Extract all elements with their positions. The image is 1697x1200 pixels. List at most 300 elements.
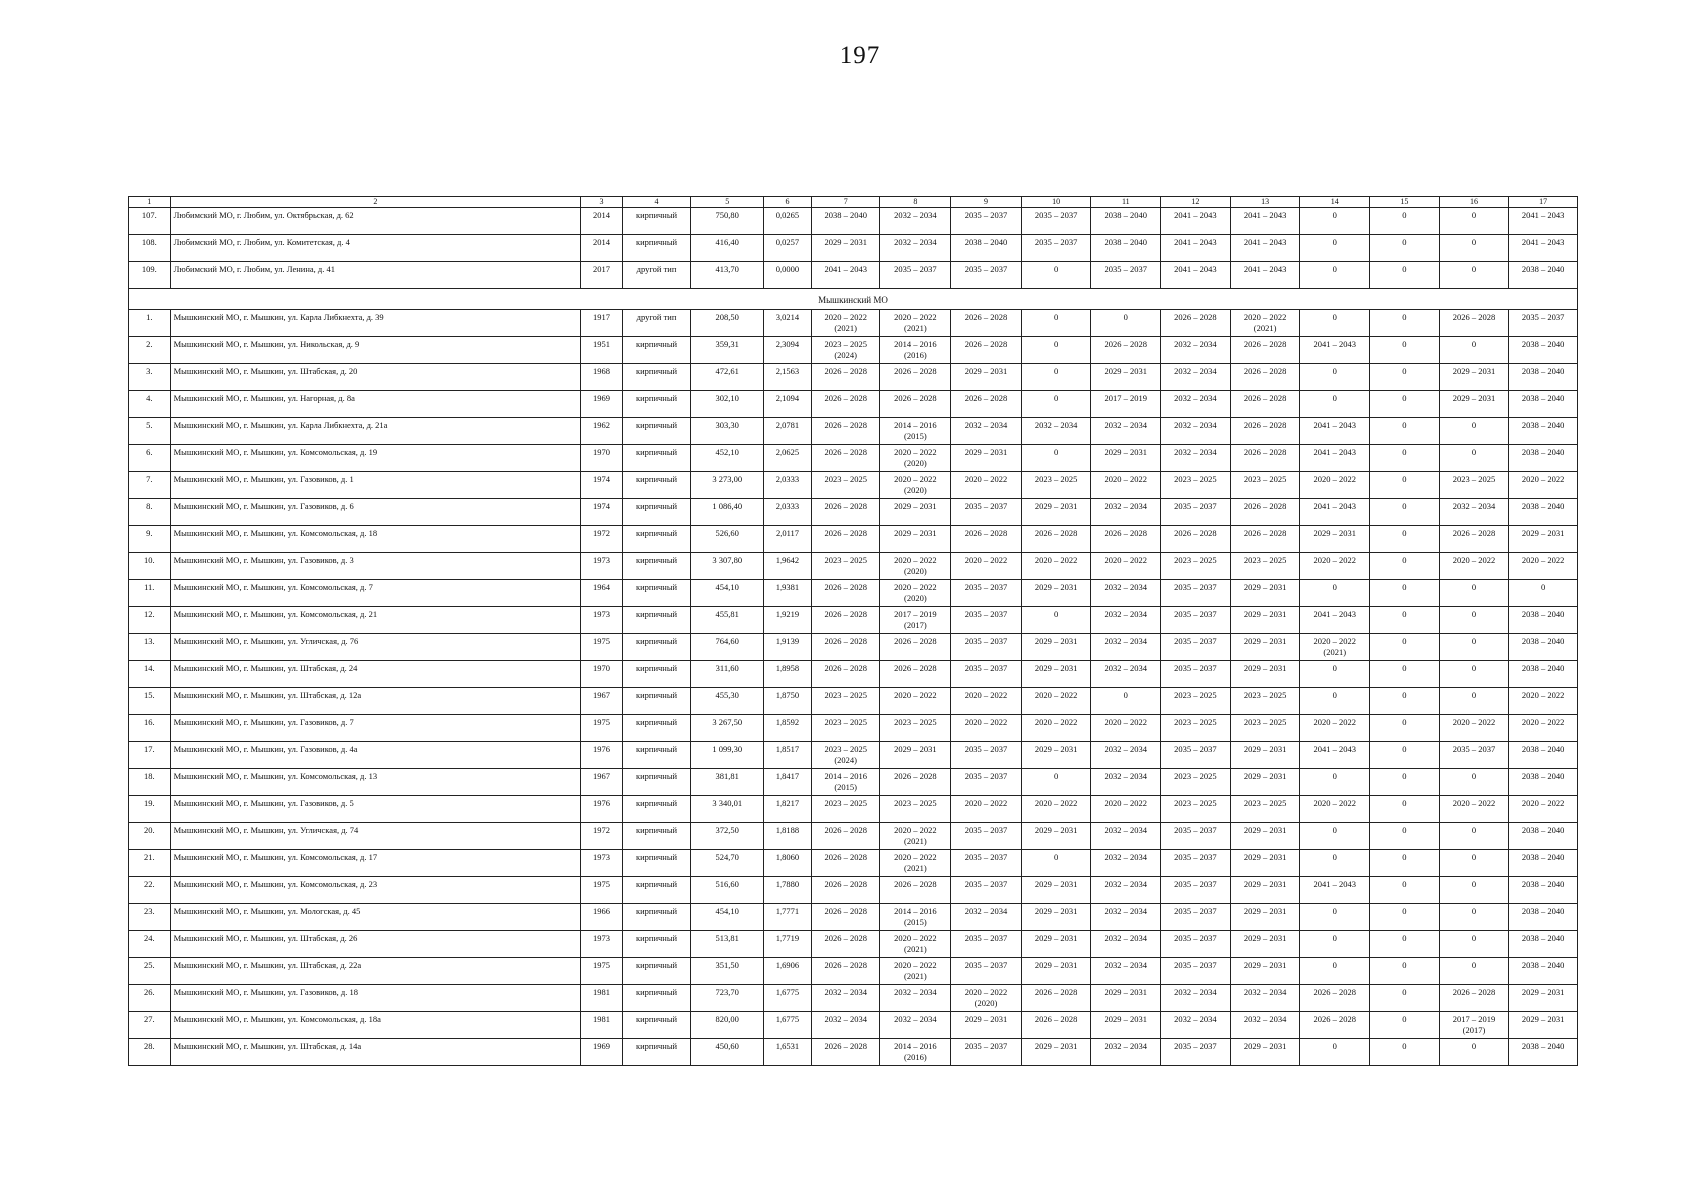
table-cell: 0: [1370, 472, 1440, 499]
table-cell: 2023 – 2025: [1230, 715, 1300, 742]
table-cell: 2041 – 2043: [1300, 742, 1370, 769]
table-cell: 2023 – 2025: [880, 796, 951, 823]
table-cell: 0: [1370, 877, 1440, 904]
table-cell: 2032 – 2034: [1161, 364, 1231, 391]
table-cell: 526,60: [691, 526, 764, 553]
table-cell: 2038 – 2040: [1509, 904, 1578, 931]
table-cell: 0: [1300, 1039, 1370, 1066]
address-cell: Мышкинский МО, г. Мышкин, ул. Газовиков, д. 18: [170, 985, 581, 1012]
cell-period: 2020 – 2022: [894, 825, 937, 835]
table-cell: 3 307,80: [691, 553, 764, 580]
table-cell: кирпичный: [622, 391, 691, 418]
table-cell: 0,0000: [764, 262, 812, 289]
table-cell: 2029 – 2031: [1021, 1039, 1091, 1066]
table-row: [129, 904, 1578, 931]
table-cell: 1951: [581, 337, 623, 364]
cell-year: (2021): [903, 971, 927, 981]
table-cell: 2029 – 2031: [1439, 391, 1509, 418]
table-cell: кирпичный: [622, 661, 691, 688]
table-cell: 2020 – 2022: [1091, 796, 1161, 823]
table-cell: 2029 – 2031: [1021, 661, 1091, 688]
table-cell: 2032 – 2034: [1091, 931, 1161, 958]
table-cell: 2035 – 2037: [951, 607, 1022, 634]
table-row: [129, 445, 1578, 472]
table-cell: [880, 931, 951, 958]
table-cell: 351,50: [691, 958, 764, 985]
table-cell: 302,10: [691, 391, 764, 418]
cell-period: 2023 – 2025: [824, 744, 867, 754]
table-cell: кирпичный: [622, 715, 691, 742]
address-cell: Мышкинский МО, г. Мышкин, ул. Никольская, д. 9: [170, 337, 581, 364]
table-cell: 108.: [129, 235, 171, 262]
table-cell: 1969: [581, 391, 623, 418]
table-cell: 1,9139: [764, 634, 812, 661]
table-cell: 2026 – 2028: [1300, 1012, 1370, 1039]
table-cell: [811, 310, 880, 337]
table-cell: 0: [1439, 337, 1509, 364]
table-cell: 2020 – 2022: [1439, 715, 1509, 742]
table-cell: 0: [1370, 445, 1440, 472]
table-cell: 2032 – 2034: [1161, 985, 1231, 1012]
table-cell: кирпичный: [622, 904, 691, 931]
table-cell: 109.: [129, 262, 171, 289]
table-cell: кирпичный: [622, 877, 691, 904]
table-cell: 2038 – 2040: [1509, 364, 1578, 391]
table-cell: 2026 – 2028: [1230, 337, 1300, 364]
table-cell: 0: [1370, 418, 1440, 445]
table-cell: 2038 – 2040: [1509, 958, 1578, 985]
column-number-1: 1: [129, 197, 171, 208]
cell-year: (2021): [903, 944, 927, 954]
table-cell: 0,0265: [764, 208, 812, 235]
table-cell: 2029 – 2031: [1021, 742, 1091, 769]
table-cell: кирпичный: [622, 796, 691, 823]
table-cell: 2,1094: [764, 391, 812, 418]
table-cell: 2026 – 2028: [1300, 985, 1370, 1012]
table-cell: 2038 – 2040: [1509, 418, 1578, 445]
table-cell: 2026 – 2028: [1230, 364, 1300, 391]
cell-period: 2014 – 2016: [894, 339, 937, 349]
table-cell: 0: [1300, 931, 1370, 958]
cell-period: 2020 – 2022: [894, 582, 937, 592]
cell-year: (2016): [903, 1052, 927, 1062]
table-cell: [880, 337, 951, 364]
table-cell: кирпичный: [622, 769, 691, 796]
table-cell: 2041 – 2043: [1300, 418, 1370, 445]
table-cell: 2032 – 2034: [951, 904, 1022, 931]
cell-year: (2024): [834, 350, 858, 360]
table-cell: [1230, 310, 1300, 337]
table-cell: 3 273,00: [691, 472, 764, 499]
table-cell: 2038 – 2040: [951, 235, 1022, 262]
table-cell: 0: [1091, 688, 1161, 715]
table-cell: 2035 – 2037: [1161, 931, 1231, 958]
table-cell: 2026 – 2028: [811, 850, 880, 877]
table-cell: 2029 – 2031: [1021, 634, 1091, 661]
table-cell: 2035 – 2037: [1161, 742, 1231, 769]
table-cell: 0: [1300, 208, 1370, 235]
table-cell: 2020 – 2022: [1091, 553, 1161, 580]
table-cell: 2014: [581, 235, 623, 262]
cell-year: (2020): [903, 566, 927, 576]
table-cell: 0: [1300, 262, 1370, 289]
table-cell: 0: [1370, 1012, 1440, 1039]
table-row: [129, 1039, 1578, 1066]
table-cell: 2038 – 2040: [1509, 391, 1578, 418]
table-cell: 2023 – 2025: [1161, 796, 1231, 823]
table-cell: 0: [1370, 526, 1440, 553]
table-cell: 1917: [581, 310, 623, 337]
column-number-9: 9: [951, 197, 1022, 208]
table-cell: 1981: [581, 985, 623, 1012]
address-cell: Мышкинский МО, г. Мышкин, ул. Карла Либкнехта, д. 21а: [170, 418, 581, 445]
address-cell: Мышкинский МО, г. Мышкин, ул. Комсомольская, д. 18а: [170, 1012, 581, 1039]
table-cell: 0: [1439, 418, 1509, 445]
table-cell: 1,6906: [764, 958, 812, 985]
address-cell: Мышкинский МО, г. Мышкин, ул. Нагорная, д. 8а: [170, 391, 581, 418]
table-cell: 2032 – 2034: [951, 418, 1022, 445]
address-cell: Мышкинский МО, г. Мышкин, ул. Штабская, д. 12а: [170, 688, 581, 715]
table-cell: 1,6531: [764, 1039, 812, 1066]
table-cell: 2035 – 2037: [1161, 634, 1231, 661]
address-cell: Мышкинский МО, г. Мышкин, ул. Комсомольская, д. 21: [170, 607, 581, 634]
table-cell: 0: [1370, 715, 1440, 742]
cell-year: (2021): [1323, 647, 1347, 657]
table-cell: 2041 – 2043: [1300, 337, 1370, 364]
table-cell: 1,8517: [764, 742, 812, 769]
table-cell: 2026 – 2028: [811, 931, 880, 958]
table-cell: 1976: [581, 796, 623, 823]
table-cell: 2035 – 2037: [1161, 823, 1231, 850]
column-number-8: 8: [880, 197, 951, 208]
table-cell: 0: [1439, 904, 1509, 931]
table-cell: 1,7719: [764, 931, 812, 958]
table-cell: 0: [1439, 661, 1509, 688]
table-cell: кирпичный: [622, 931, 691, 958]
table-cell: 2020 – 2022: [1509, 688, 1578, 715]
address-cell: Мышкинский МО, г. Мышкин, ул. Газовиков, д. 3: [170, 553, 581, 580]
address-cell: Мышкинский МО, г. Мышкин, ул. Штабская, д. 26: [170, 931, 581, 958]
table-cell: 13.: [129, 634, 171, 661]
table-cell: 2026 – 2028: [1021, 1012, 1091, 1039]
table-cell: 2020 – 2022: [1439, 553, 1509, 580]
table-cell: 0: [1021, 337, 1091, 364]
table-cell: 1,9381: [764, 580, 812, 607]
table-cell: 381,81: [691, 769, 764, 796]
table-cell: 2023 – 2025: [1161, 769, 1231, 796]
table-cell: 2038 – 2040: [1091, 208, 1161, 235]
table-cell: [880, 904, 951, 931]
table-cell: 2029 – 2031: [1230, 1039, 1300, 1066]
table-cell: 0: [1439, 235, 1509, 262]
table-cell: кирпичный: [622, 580, 691, 607]
table-cell: 3 340,01: [691, 796, 764, 823]
table-cell: 2032 – 2034: [880, 208, 951, 235]
table-cell: 2038 – 2040: [1509, 850, 1578, 877]
table-cell: кирпичный: [622, 1039, 691, 1066]
cell-period: 2023 – 2025: [824, 339, 867, 349]
table-cell: 2026 – 2028: [811, 661, 880, 688]
table-cell: 2020 – 2022: [1300, 553, 1370, 580]
table-cell: 20.: [129, 823, 171, 850]
table-cell: 2020 – 2022: [1021, 688, 1091, 715]
table-cell: 1975: [581, 715, 623, 742]
table-cell: 2026 – 2028: [1439, 985, 1509, 1012]
table-cell: 1973: [581, 607, 623, 634]
cell-period: 2014 – 2016: [894, 420, 937, 430]
table-cell: 1973: [581, 553, 623, 580]
table-cell: 2041 – 2043: [1161, 262, 1231, 289]
table-cell: 2032 – 2034: [1230, 1012, 1300, 1039]
table-cell: 1974: [581, 499, 623, 526]
table-cell: 0: [1370, 661, 1440, 688]
table-cell: 0,0257: [764, 235, 812, 262]
table-cell: 2041 – 2043: [1230, 262, 1300, 289]
table-cell: 0: [1370, 364, 1440, 391]
column-number-14: 14: [1300, 197, 1370, 208]
table-cell: 9.: [129, 526, 171, 553]
table-cell: 2017: [581, 262, 623, 289]
table-cell: [811, 769, 880, 796]
table-cell: 2026 – 2028: [1230, 418, 1300, 445]
table-cell: кирпичный: [622, 472, 691, 499]
table-cell: 1,6775: [764, 985, 812, 1012]
table-row: [129, 580, 1578, 607]
table-cell: 2032 – 2034: [1161, 445, 1231, 472]
table-cell: 2029 – 2031: [1230, 742, 1300, 769]
address-cell: Любимский МО, г. Любим, ул. Ленина, д. 41: [170, 262, 581, 289]
table-cell: 3.: [129, 364, 171, 391]
table-cell: 0: [1439, 634, 1509, 661]
table-cell: 2023 – 2025: [1161, 715, 1231, 742]
table-cell: 455,30: [691, 688, 764, 715]
table-cell: 0: [1370, 607, 1440, 634]
table-cell: 2035 – 2037: [1091, 262, 1161, 289]
table-row: [129, 262, 1578, 289]
table-cell: [1439, 1012, 1509, 1039]
table-cell: 2041 – 2043: [811, 262, 880, 289]
table-cell: 2020 – 2022: [1300, 796, 1370, 823]
table-cell: 2029 – 2031: [1509, 526, 1578, 553]
table-cell: 2029 – 2031: [1091, 1012, 1161, 1039]
table-cell: 2020 – 2022: [951, 688, 1022, 715]
address-cell: Мышкинский МО, г. Мышкин, ул. Комсомольская, д. 19: [170, 445, 581, 472]
table-cell: 2038 – 2040: [811, 208, 880, 235]
table-cell: 2035 – 2037: [951, 850, 1022, 877]
table-cell: 2026 – 2028: [880, 661, 951, 688]
table-cell: 2026 – 2028: [811, 958, 880, 985]
table-cell: 2020 – 2022: [1509, 715, 1578, 742]
table-cell: 2035 – 2037: [1161, 607, 1231, 634]
table-cell: 11.: [129, 580, 171, 607]
table-cell: 455,81: [691, 607, 764, 634]
column-number-7: 7: [811, 197, 880, 208]
table-cell: 513,81: [691, 931, 764, 958]
table-cell: 1,8750: [764, 688, 812, 715]
table-cell: 2032 – 2034: [1230, 985, 1300, 1012]
table-cell: 2026 – 2028: [811, 526, 880, 553]
table-cell: 2,0117: [764, 526, 812, 553]
table-cell: 1981: [581, 1012, 623, 1039]
table-cell: 2038 – 2040: [1509, 1039, 1578, 1066]
table-cell: 2029 – 2031: [1230, 607, 1300, 634]
table-cell: 18.: [129, 769, 171, 796]
table-cell: 2026 – 2028: [1230, 499, 1300, 526]
table-cell: 0: [1370, 688, 1440, 715]
cell-period: 2020 – 2022: [894, 852, 937, 862]
table-cell: 2035 – 2037: [951, 823, 1022, 850]
table-cell: 2026 – 2028: [1439, 310, 1509, 337]
cell-year: (2015): [903, 917, 927, 927]
table-cell: 0: [1439, 823, 1509, 850]
table-cell: 28.: [129, 1039, 171, 1066]
address-cell: Мышкинский МО, г. Мышкин, ул. Газовиков, д. 5: [170, 796, 581, 823]
table-cell: 2023 – 2025: [1161, 553, 1231, 580]
table-cell: 2041 – 2043: [1509, 208, 1578, 235]
cell-year: (2016): [903, 350, 927, 360]
table-cell: 2026 – 2028: [1161, 526, 1231, 553]
table-cell: 0: [1509, 580, 1578, 607]
table-cell: 1 086,40: [691, 499, 764, 526]
table-cell: 1974: [581, 472, 623, 499]
cell-period: 2020 – 2022: [824, 312, 867, 322]
column-number-17: 17: [1509, 197, 1578, 208]
table-cell: 0: [1300, 958, 1370, 985]
table-cell: 2026 – 2028: [811, 418, 880, 445]
table-cell: 2029 – 2031: [951, 1012, 1022, 1039]
table-row: [129, 931, 1578, 958]
cell-period: 2020 – 2022: [894, 447, 937, 457]
table-cell: 1973: [581, 931, 623, 958]
table-cell: 2029 – 2031: [1021, 931, 1091, 958]
table-cell: 0: [1439, 958, 1509, 985]
table-cell: 1,7771: [764, 904, 812, 931]
table-cell: 2041 – 2043: [1300, 499, 1370, 526]
table-cell: 2035 – 2037: [880, 262, 951, 289]
table-cell: 5.: [129, 418, 171, 445]
table-cell: 3 267,50: [691, 715, 764, 742]
table-cell: кирпичный: [622, 850, 691, 877]
table-cell: 2020 – 2022: [1300, 472, 1370, 499]
table-cell: 2023 – 2025: [811, 796, 880, 823]
table-cell: 0: [1300, 580, 1370, 607]
table-cell: 2020 – 2022: [951, 472, 1022, 499]
cell-year: (2020): [903, 458, 927, 468]
table-cell: 2041 – 2043: [1230, 208, 1300, 235]
table-cell: 2020 – 2022: [1091, 472, 1161, 499]
address-cell: Мышкинский МО, г. Мышкин, ул. Штабская, д. 24: [170, 661, 581, 688]
table-cell: кирпичный: [622, 235, 691, 262]
table-cell: 2020 – 2022: [1509, 553, 1578, 580]
table-cell: 0: [1370, 931, 1440, 958]
table-cell: 2029 – 2031: [1021, 904, 1091, 931]
table-cell: 0: [1021, 310, 1091, 337]
table-row: [129, 742, 1578, 769]
table-cell: 2038 – 2040: [1509, 499, 1578, 526]
table-cell: 2032 – 2034: [1091, 877, 1161, 904]
table-row: [129, 235, 1578, 262]
address-cell: Мышкинский МО, г. Мышкин, ул. Угличская, д. 76: [170, 634, 581, 661]
cell-year: (2024): [834, 755, 858, 765]
table-cell: 0: [1021, 262, 1091, 289]
table-cell: кирпичный: [622, 1012, 691, 1039]
table-cell: 0: [1370, 391, 1440, 418]
column-number-11: 11: [1091, 197, 1161, 208]
table-cell: 372,50: [691, 823, 764, 850]
table-cell: 2035 – 2037: [951, 208, 1022, 235]
table-row: [129, 958, 1578, 985]
table-cell: 10.: [129, 553, 171, 580]
table-cell: 0: [1300, 850, 1370, 877]
table-cell: 2026 – 2028: [811, 580, 880, 607]
column-number-10: 10: [1021, 197, 1091, 208]
table-cell: кирпичный: [622, 526, 691, 553]
table-cell: 1,8188: [764, 823, 812, 850]
table-cell: 0: [1370, 1039, 1440, 1066]
table-cell: 2032 – 2034: [880, 985, 951, 1012]
table-cell: 2026 – 2028: [811, 1039, 880, 1066]
column-number-13: 13: [1230, 197, 1300, 208]
address-cell: Мышкинский МО, г. Мышкин, ул. Штабская, д. 20: [170, 364, 581, 391]
cell-period: 2020 – 2022: [894, 960, 937, 970]
table-cell: 2026 – 2028: [951, 310, 1022, 337]
table-cell: 2029 – 2031: [811, 235, 880, 262]
table-cell: [811, 337, 880, 364]
table-cell: [880, 418, 951, 445]
table-cell: 2038 – 2040: [1509, 769, 1578, 796]
table-cell: 1973: [581, 850, 623, 877]
table-cell: кирпичный: [622, 985, 691, 1012]
table-cell: 2032 – 2034: [1439, 499, 1509, 526]
table-cell: 0: [1439, 850, 1509, 877]
cell-period: 2020 – 2022: [1243, 312, 1287, 322]
table-cell: 2014: [581, 208, 623, 235]
address-cell: Мышкинский МО, г. Мышкин, ул. Комсомольская, д. 7: [170, 580, 581, 607]
table-cell: 2029 – 2031: [1230, 769, 1300, 796]
table-cell: 0: [1439, 877, 1509, 904]
table-cell: 2032 – 2034: [1161, 1012, 1231, 1039]
cell-year: (2017): [903, 620, 927, 630]
table-cell: 1969: [581, 1039, 623, 1066]
table-cell: 0: [1439, 931, 1509, 958]
table-cell: 12.: [129, 607, 171, 634]
table-cell: 16.: [129, 715, 171, 742]
table-cell: 0: [1300, 688, 1370, 715]
table-cell: 2023 – 2025: [1021, 472, 1091, 499]
table-cell: 0: [1439, 1039, 1509, 1066]
table-row: [129, 823, 1578, 850]
column-number-2: 2: [170, 197, 581, 208]
table-cell: 1 099,30: [691, 742, 764, 769]
table-cell: [880, 553, 951, 580]
table-cell: 1966: [581, 904, 623, 931]
table-cell: 0: [1021, 769, 1091, 796]
table-cell: 2026 – 2028: [811, 607, 880, 634]
table-row: [129, 715, 1578, 742]
table-cell: 2035 – 2037: [951, 877, 1022, 904]
table-cell: [880, 445, 951, 472]
table-cell: [880, 823, 951, 850]
table-cell: 0: [1439, 208, 1509, 235]
cell-year: (2015): [903, 431, 927, 441]
table-cell: 2041 – 2043: [1300, 445, 1370, 472]
table-cell: 413,70: [691, 262, 764, 289]
table-cell: [1300, 634, 1370, 661]
table-cell: 2035 – 2037: [951, 769, 1022, 796]
table-cell: 0: [1091, 310, 1161, 337]
table-cell: 2038 – 2040: [1509, 877, 1578, 904]
table-cell: кирпичный: [622, 634, 691, 661]
